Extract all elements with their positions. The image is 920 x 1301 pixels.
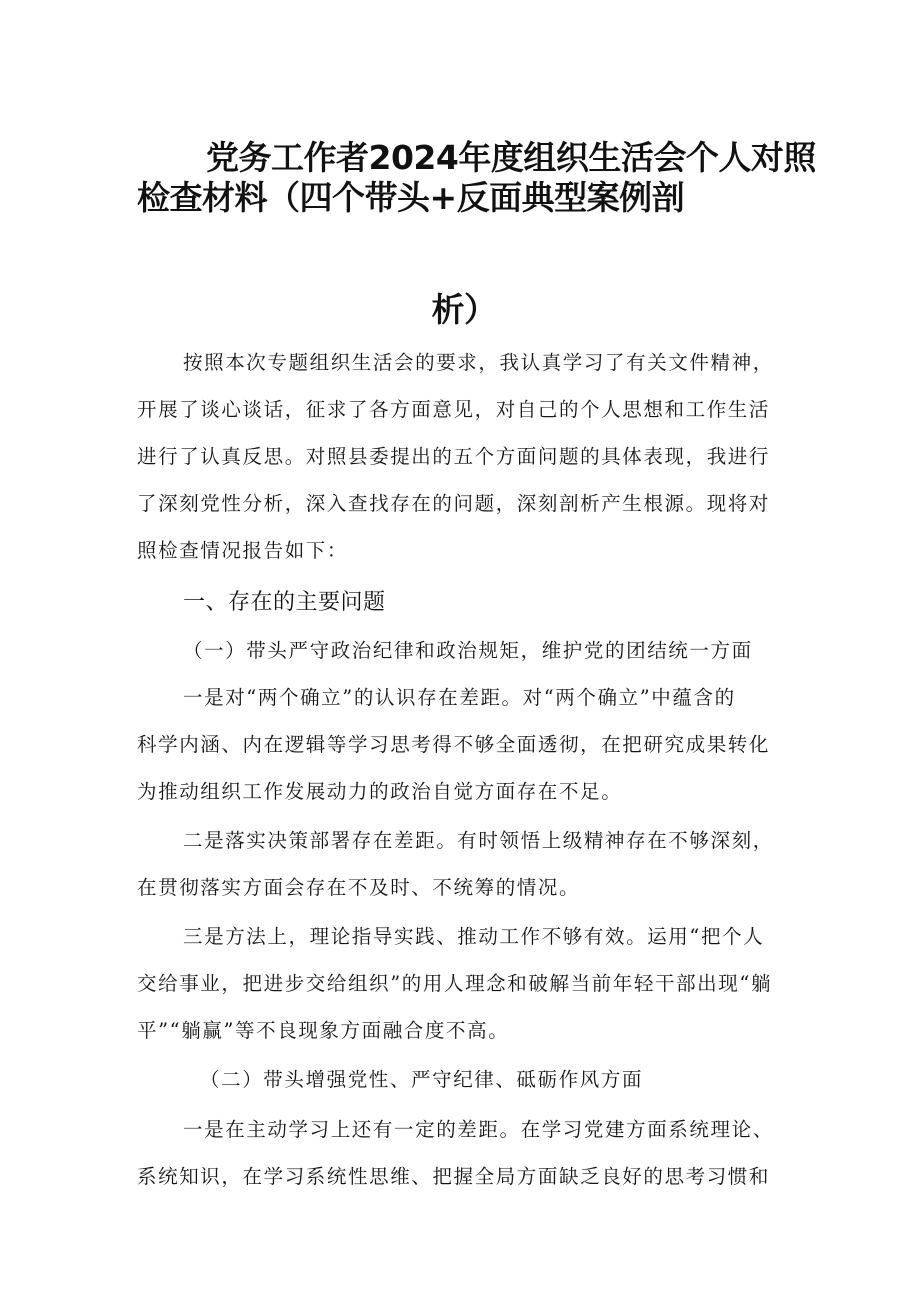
subsection-heading: （一）带头严守政治纪律和政治规矩，维护党的团结统一方面 <box>183 639 753 662</box>
point-paragraph-line: 系统知识，在学习系统性思维、把握全局方面缺乏良好的思考习惯和 <box>137 1165 771 1188</box>
point-paragraph-line: 在贯彻落实方面会存在不及时、不统筹的情况。 <box>137 876 581 899</box>
document-title-line-3-text: 析） <box>431 290 497 329</box>
point-paragraph-line: 三是方法上，理论指导实践、推动工作不够有效。运用“把个人 <box>183 925 765 948</box>
point-paragraph-line: 二是落实决策部署存在差距。有时领悟上级精神存在不够深刻， <box>183 829 774 852</box>
point-paragraph-line: 科学内涵、内在逻辑等学习思考得不够全面透彻，在把研究成果转化 <box>137 733 771 756</box>
intro-paragraph-line: 按照本次专题组织生活会的要求，我认真学习了有关文件精神， <box>183 351 774 374</box>
document-title-line-1: 党务工作者2024年度组织生活会个人对照 <box>206 138 816 177</box>
point-paragraph-line: 为推动组织工作发展动力的政治自觉方面存在不足。 <box>137 780 623 803</box>
point-paragraph-line: 平”“躺赢”等不良现象方面融合度不高。 <box>137 1019 510 1042</box>
section-heading: 一、存在的主要问题 <box>183 590 386 615</box>
point-paragraph-line: 交给事业，把进步交给组织”的用人理念和破解当前年轻干部出现“躺 <box>137 972 773 995</box>
intro-paragraph-line: 开展了谈心谈话，征求了各方面意见，对自己的个人思想和工作生活 <box>137 398 771 421</box>
point-paragraph-line: 一是对“两个确立”的认识存在差距。对“两个确立”中蕴含的 <box>183 686 736 709</box>
intro-paragraph-line: 照检查情况报告如下： <box>137 539 349 562</box>
point-paragraph-line: 一是在主动学习上还有一定的差距。在学习党建方面系统理论、 <box>183 1118 774 1141</box>
intro-paragraph-line: 进行了认真反思。对照县委提出的五个方面问题的具体表现，我进行 <box>137 445 771 468</box>
document-title-line-2: 检查材料（四个带头+反面典型案例剖 <box>137 178 685 217</box>
subsection-heading: （二）带头增强党性、严守纪律、砥砺作风方面 <box>200 1068 644 1091</box>
document-title-line-3 <box>0 284 920 331</box>
intro-paragraph-line: 了深刻党性分析，深入查找存在的问题，深刻剖析产生根源。现将对 <box>137 492 771 515</box>
